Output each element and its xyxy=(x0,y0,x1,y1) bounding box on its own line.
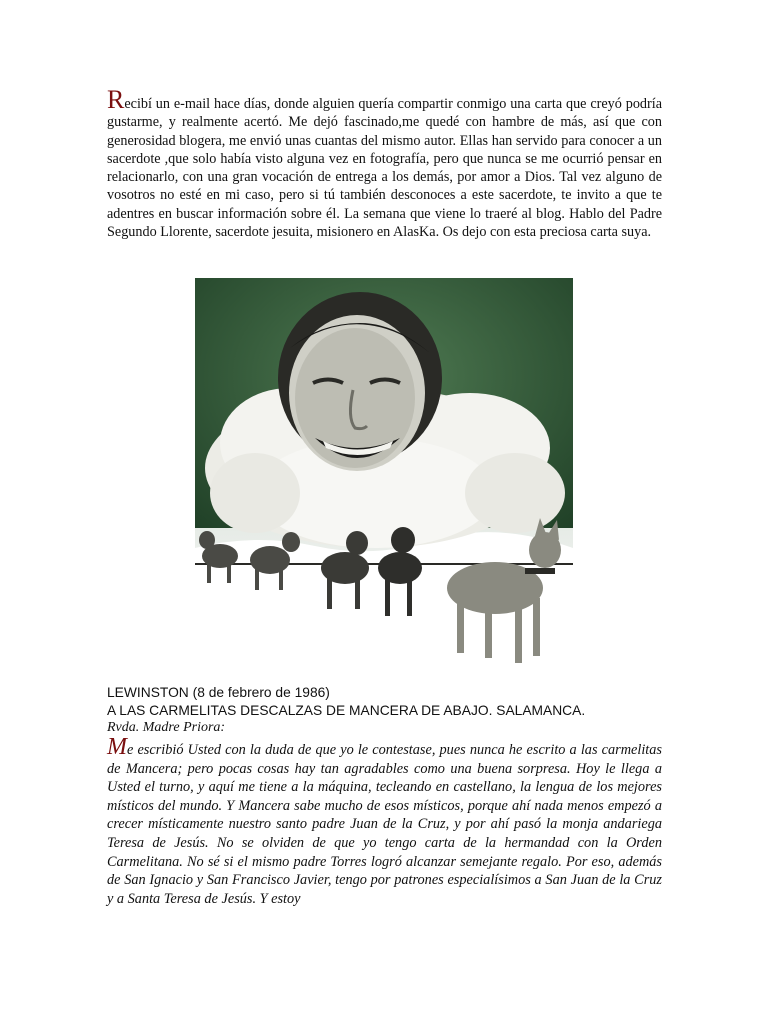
letter-greeting: Rvda. Madre Priora: xyxy=(107,720,226,735)
letter-text: e escribió Usted con la duda de que yo le contestase, pues nunca he escrito a las carmelitas de Mancera; pero pocas cosas hay tan agradables como una buena sorpresa. Hoy le llega a Usted el turno, y aquí me tiene a la máquina, tecleando en castellano, la lengua de los mejores místicos del mundo. Y Mancera sabe mucho de esos místicos, porque ahí nada menos empezó a crecer místicamente nuestro santo padre Juan de la Cruz, y por ahí pasó la monja andariega Teresa de Jesús. No se olviden de que yo tengo carta de la hermandad con la Orden Carmelitana. No sé si el mismo padre Torres logró alcanzar semejante regalo. Por eso, además de San Ignacio y San Francisco Javier, tengo por patrones especialísimos a San Juan de la Cruz y a Santa Teresa de Jesús. Y estoy xyxy=(107,742,662,907)
letter-header xyxy=(107,684,667,737)
letter-body xyxy=(107,734,662,908)
intro-paragraph xyxy=(107,85,662,241)
letter-place-date: LEWINSTON (8 de febrero de 1986) xyxy=(107,685,330,700)
priest-photo xyxy=(195,278,573,668)
letter-drop-cap: M xyxy=(107,734,127,760)
priest-photo-image xyxy=(195,278,573,668)
letter-recipient: A LAS CARMELITAS DESCALZAS DE MANCERA DE ABAJO. SALAMANCA. xyxy=(107,702,586,718)
intro-drop-cap: R xyxy=(107,85,125,114)
intro-text: ecibí un e-mail hace días, donde alguien quería compartir conmigo una carta que creyó podría gustarme, y realmente acertó. Me dejó fascinado,me quedé con hambre de más, así que con generosidad blogera, me envió unas cuantas del mismo autor. Ellas han servido para conocer a un sacerdote ,que solo había visto alguna vez en fotografía, pero que nunca se me ocurrió pensar en relacionarlo, con una gran vocación de entrega a los demás, por amor a Dios. Tal vez alguno de vosotros no esté en mi caso, pero si tú también desconoces a este sacerdote, te invito a que te adentres en buscar información sobre él. La semana que viene lo traeré al blog. Hablo del Padre Segundo Llorente, sacerdote jesuita, misionero en AlasKa. Os dejo con esta preciosa carta suya. xyxy=(107,96,662,241)
